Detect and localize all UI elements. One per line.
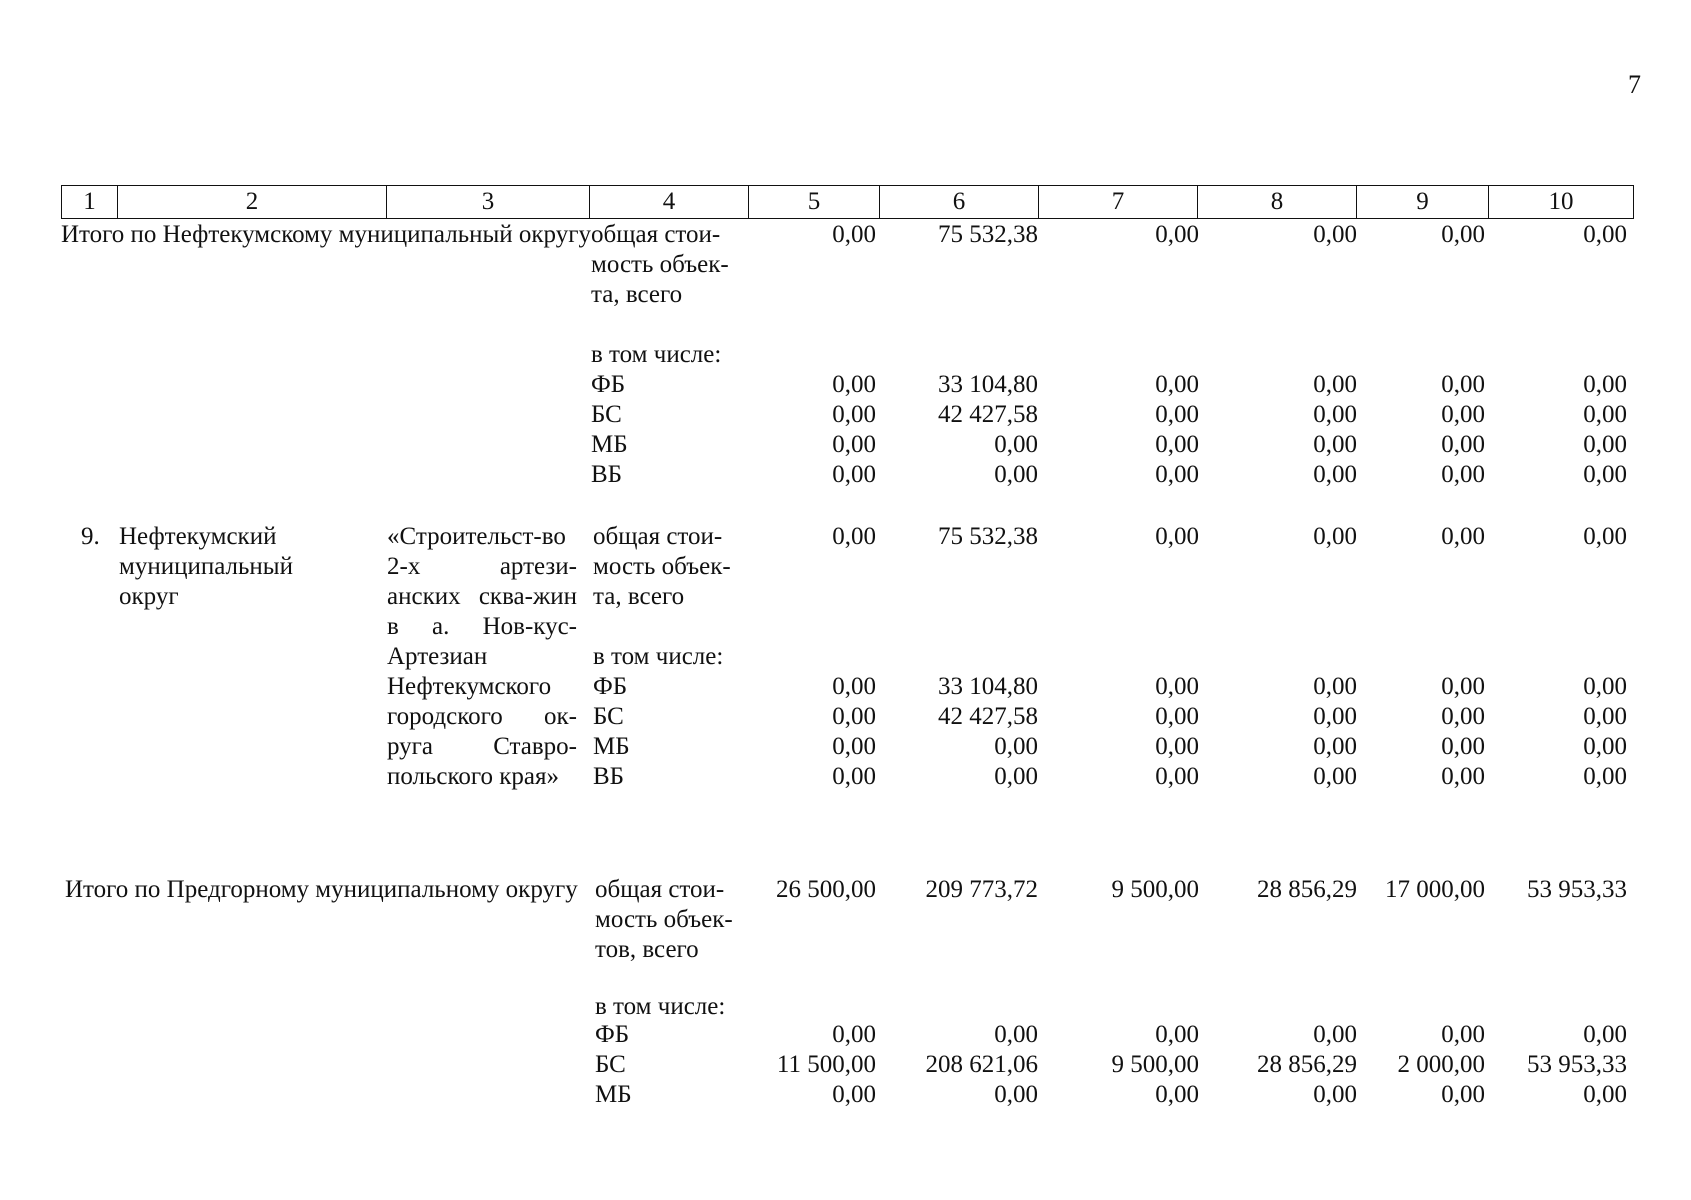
value-cell: 0,00 [1313, 763, 1357, 790]
value-cell: 75 532,38 [938, 523, 1038, 550]
value-cell: 0,00 [994, 431, 1038, 458]
value-cell: 0,00 [994, 763, 1038, 790]
value-cell: 33 104,80 [938, 371, 1038, 398]
page-number: 7 [1628, 70, 1641, 99]
subheader: в том числе: [591, 341, 722, 368]
value-cell: 0,00 [1583, 673, 1627, 700]
value-cell: 2 000,00 [1397, 1051, 1485, 1078]
subheader: в том числе: [593, 643, 724, 670]
value-cell: 0,00 [832, 733, 876, 760]
value-cell: 0,00 [1441, 431, 1485, 458]
desc-line: тов, всего [595, 936, 699, 963]
value-cell: 75 532,38 [938, 221, 1038, 248]
funding-source-label: БС [591, 401, 622, 428]
desc-line: та, всего [591, 281, 683, 308]
value-cell: 0,00 [1583, 763, 1627, 790]
value-cell: 0,00 [832, 703, 876, 730]
value-cell: 0,00 [1313, 431, 1357, 458]
value-cell: 0,00 [1583, 733, 1627, 760]
value-cell: 0,00 [1583, 431, 1627, 458]
desc-line: мость объек- [595, 906, 733, 933]
value-cell: 209 773,72 [925, 876, 1038, 903]
value-cell: 26 500,00 [776, 876, 876, 903]
total-values [61, 875, 1637, 905]
desc-line: та, всего [593, 583, 685, 610]
value-cell: 0,00 [1441, 673, 1485, 700]
value-cell: 42 427,58 [938, 703, 1038, 730]
value-cell: 0,00 [1155, 1021, 1199, 1048]
funding-source-label: БС [593, 703, 624, 730]
value-cell: 0,00 [1441, 401, 1485, 428]
value-cell: 0,00 [1313, 523, 1357, 550]
value-cell: 28 856,29 [1257, 1051, 1357, 1078]
value-cell: 0,00 [1313, 401, 1357, 428]
value-cell: 53 953,33 [1527, 876, 1627, 903]
value-cell: 0,00 [1441, 1081, 1485, 1108]
value-cell: 0,00 [1155, 673, 1199, 700]
value-cell: 0,00 [1441, 461, 1485, 488]
value-cell: 0,00 [1313, 1081, 1357, 1108]
column-number: 8 [1198, 186, 1357, 219]
total-values [61, 220, 1637, 250]
value-cell: 0,00 [1441, 1021, 1485, 1048]
funding-source-label: БС [595, 1051, 626, 1078]
value-cell: 0,00 [1441, 523, 1485, 550]
value-cell: 42 427,58 [938, 401, 1038, 428]
column-number: 9 [1357, 186, 1489, 219]
value-cell: 0,00 [1155, 703, 1199, 730]
value-cell: 0,00 [1583, 401, 1627, 428]
funding-source-label: ФБ [593, 673, 628, 700]
column-number: 5 [749, 186, 880, 219]
value-cell: 0,00 [832, 431, 876, 458]
value-cell: 0,00 [1313, 1021, 1357, 1048]
funding-source-label: МБ [593, 733, 630, 760]
value-cell: 0,00 [832, 371, 876, 398]
value-cell: 28 856,29 [1257, 876, 1357, 903]
column-number: 3 [387, 186, 590, 219]
column-number: 2 [118, 186, 387, 219]
desc-line: общая стои- [593, 523, 723, 550]
funding-source-label: МБ [591, 431, 628, 458]
name-line: Нефтекумский [119, 523, 277, 550]
name-line: округ [119, 583, 179, 610]
value-cell: 0,00 [1441, 371, 1485, 398]
funding-source-label: ВБ [593, 763, 625, 790]
value-cell: 0,00 [832, 221, 876, 248]
value-cell: 0,00 [1583, 523, 1627, 550]
value-cell: 33 104,80 [938, 673, 1038, 700]
funding-source-label: ВБ [591, 461, 623, 488]
value-cell: 0,00 [994, 1021, 1038, 1048]
value-cell: 0,00 [1583, 1021, 1627, 1048]
value-cell: 0,00 [1155, 431, 1199, 458]
funding-source-label: ФБ [591, 371, 626, 398]
value-cell: 0,00 [832, 1081, 876, 1108]
value-cell: 0,00 [994, 461, 1038, 488]
column-number: 1 [62, 186, 118, 219]
column-number: 4 [590, 186, 749, 219]
item-number: 9. [81, 523, 100, 550]
name-line: муниципальный [119, 553, 293, 580]
column-number: 6 [880, 186, 1039, 219]
value-cell: 0,00 [1313, 221, 1357, 248]
desc-line: мость объек- [593, 553, 731, 580]
value-cell: 0,00 [1583, 461, 1627, 488]
value-cell: 0,00 [1155, 763, 1199, 790]
value-cell: 0,00 [1583, 221, 1627, 248]
value-cell: 208 621,06 [925, 1051, 1038, 1078]
value-cell: 53 953,33 [1527, 1051, 1627, 1078]
value-cell: 0,00 [1313, 371, 1357, 398]
section-title: Итого по Предгорному муниципальному округу [65, 876, 578, 903]
value-cell: 0,00 [1441, 703, 1485, 730]
value-cell: 0,00 [832, 763, 876, 790]
value-cell: 0,00 [1583, 371, 1627, 398]
column-number-header [61, 185, 1634, 219]
total-values [61, 522, 1637, 552]
funding-source-label: ФБ [595, 1021, 630, 1048]
desc-line: общая стои- [595, 876, 725, 903]
funding-source-label: МБ [595, 1081, 632, 1108]
value-cell: 0,00 [1583, 703, 1627, 730]
value-cell: 11 500,00 [776, 1051, 876, 1078]
value-cell: 0,00 [1313, 461, 1357, 488]
value-cell: 0,00 [1583, 1081, 1627, 1108]
value-cell: 0,00 [1441, 763, 1485, 790]
desc-line: общая стои- [591, 221, 721, 248]
object-description: «Строительст-во 2-х артези-анских сква-жин в а. Нов-кус-Артезиан Нефтекумского городского ок-руга Ставро-польского края» [387, 523, 577, 790]
value-cell: 0,00 [1155, 221, 1199, 248]
value-cell: 0,00 [832, 1021, 876, 1048]
value-cell: 0,00 [1313, 733, 1357, 760]
value-cell: 0,00 [1313, 703, 1357, 730]
value-cell: 0,00 [1155, 371, 1199, 398]
value-cell: 0,00 [1441, 733, 1485, 760]
value-cell: 0,00 [1155, 523, 1199, 550]
value-cell: 0,00 [1441, 221, 1485, 248]
value-cell: 0,00 [832, 673, 876, 700]
value-cell: 9 500,00 [1111, 1051, 1199, 1078]
value-cell: 0,00 [832, 461, 876, 488]
value-cell: 0,00 [1155, 461, 1199, 488]
value-cell: 9 500,00 [1111, 876, 1199, 903]
value-cell: 0,00 [994, 733, 1038, 760]
value-cell: 0,00 [1155, 733, 1199, 760]
value-cell: 0,00 [1313, 673, 1357, 700]
subheader: в том числе: [595, 993, 726, 1020]
value-cell: 0,00 [994, 1081, 1038, 1108]
column-number: 10 [1489, 186, 1634, 219]
column-number: 7 [1039, 186, 1198, 219]
value-cell: 0,00 [832, 401, 876, 428]
desc-line: мость объек- [591, 251, 729, 278]
value-cell: 0,00 [832, 523, 876, 550]
value-cell: 0,00 [1155, 1081, 1199, 1108]
value-cell: 17 000,00 [1385, 876, 1485, 903]
value-cell: 0,00 [1155, 401, 1199, 428]
section-title: Итого по Нефтекумскому муниципальный округу [61, 221, 591, 248]
